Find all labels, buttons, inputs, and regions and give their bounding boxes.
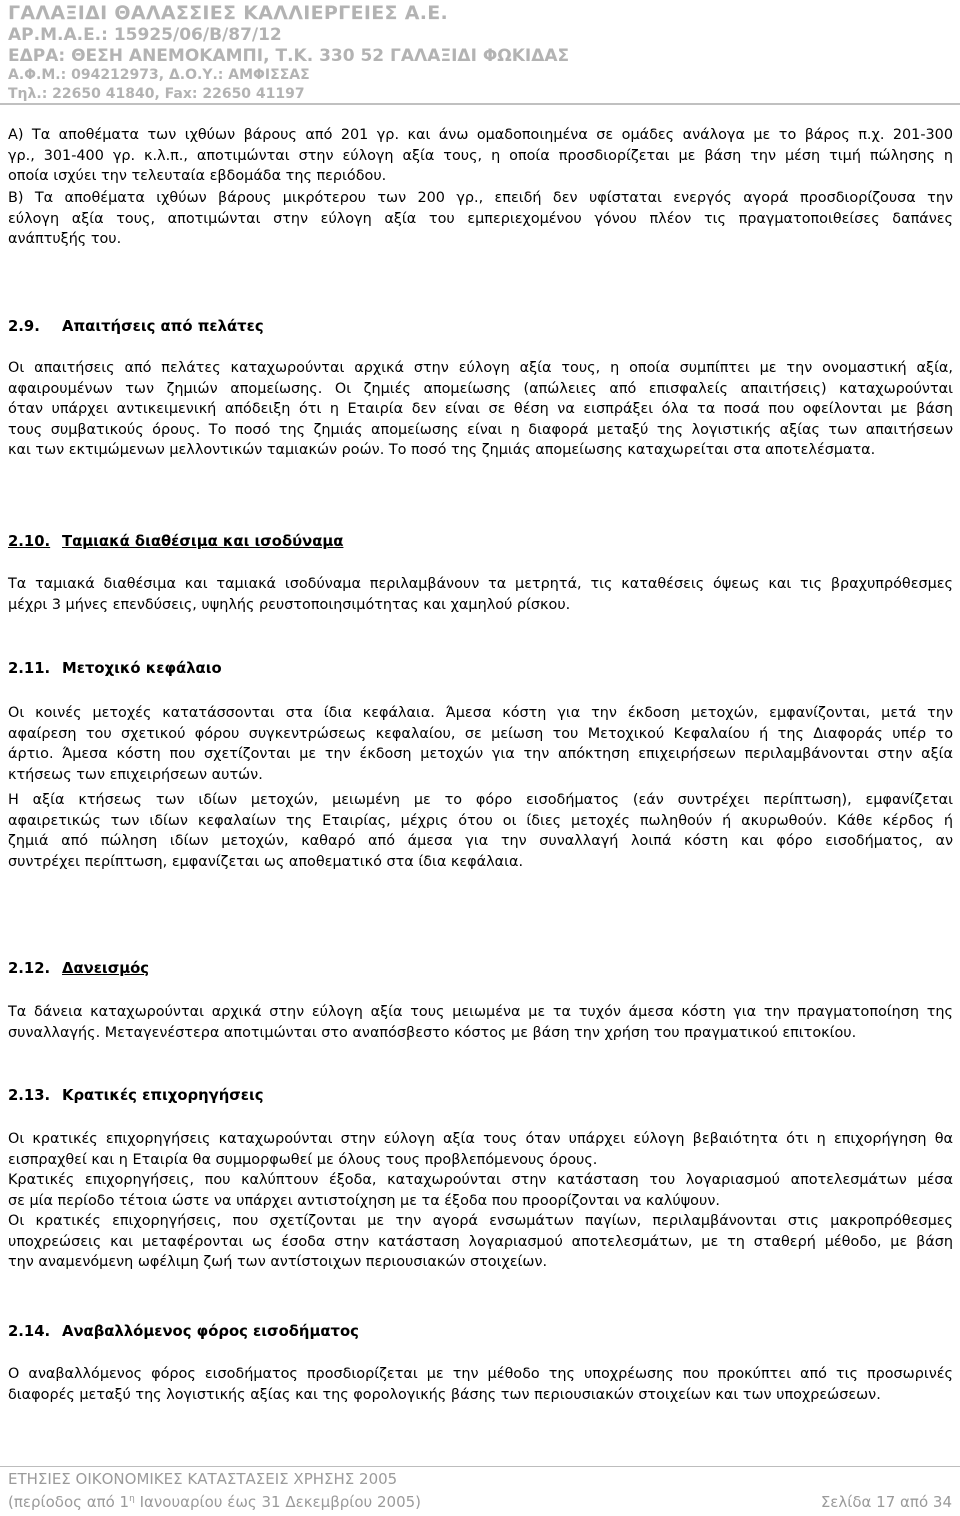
company-name: ΓΑΛΑΞΙΔΙ ΘΑΛΑΣΣΙΕΣ ΚΑΛΛΙΕΡΓΕΙΕΣ Α.Ε. <box>8 2 449 24</box>
text-line: αφαιρουμένων των ζημιών απομείωσης. Οι ζημιές απομείωσης (απώλειες από επισφαλείς απαιτήσεις) καταχωρούνται <box>8 380 953 397</box>
section-heading-2-11 <box>8 660 222 677</box>
section-number: 2.14. <box>8 1323 51 1340</box>
section-title: Ταμιακά διαθέσιμα και ισοδύναμα <box>62 533 344 550</box>
section-heading-2-10 <box>8 533 343 550</box>
footer-title: ΕΤΗΣΙΕΣ ΟΙΚΟΝΟΜΙΚΕΣ ΚΑΤΑΣΤΑΣΕΙΣ ΧΡΗΣΗΣ 2005 <box>8 1470 398 1488</box>
share-capital-paragraph-1 <box>8 703 953 785</box>
section-title: Απαιτήσεις από πελάτες <box>62 318 264 335</box>
section-number: 2.11. <box>8 660 51 677</box>
inventory-b-paragraph <box>8 188 953 250</box>
period-start-text: (περίοδος από 1 <box>8 1493 130 1511</box>
text-line: και των εκτιμώμενων μελλοντικών ταμιακών ροών. Το ποσό της ζημιάς απομείωσης καταχωρείται στα αποτελέσματα. <box>8 442 876 458</box>
section-number: 2.10. <box>8 533 51 550</box>
section-title: Κρατικές επιχορηγήσεις <box>62 1087 264 1104</box>
letterhead <box>0 0 960 103</box>
section-number: 2.9. <box>8 318 40 335</box>
text-line: Οι απαιτήσεις από πελάτες καταχωρούνται αρχικά στην εύλογη αξία τους, η οποία συμπίπτει με την ονομαστική αξία, <box>8 360 953 376</box>
section-number: 2.13. <box>8 1087 51 1104</box>
text-line: κτήσεως των επιχειρήσεων αυτών. <box>8 766 263 783</box>
section-heading-2-13 <box>8 1087 264 1104</box>
text-line: σε μία περίοδο τέτοια ώστε να υπάρχει αντιστοίχηση με τα έξοδα που προορίζονται να καλύψουν. <box>8 1192 720 1209</box>
text-line: αφαιρετικώς των ιδίων κεφαλαίων της Εταιρίας, μέχρις ότου οι ίδιες μετοχές πωληθούν ή ακυρωθούν. Κάθε κέρδος ή <box>8 812 953 829</box>
company-registry: ΑΡ.Μ.Α.Ε.: 15925/06/Β/87/12 <box>8 25 282 45</box>
section-heading-2-9 <box>8 318 264 335</box>
text-line: ζημιά από πώληση ιδίων μετοχών, καθαρό από άμεσα για την συναλλαγή λοιπά κόστη και φόρο εισοδήματος, αν <box>8 833 953 849</box>
text-line: όταν υπάρχει αντικειμενική απόδειξη ότι η Εταιρία δεν είναι σε θέση να εισπράξει όλα τα ποσά που οφείλονται με βάση <box>8 401 953 417</box>
deferred-tax-paragraph <box>8 1364 953 1405</box>
text-line: άρτιο. Άμεσα κόστη που σχετίζονται με την έκδοση μετοχών για την απόκτηση επιχειρήσεων περιλαμβάνονται στην αξία <box>8 746 953 762</box>
text-line: διαφορές μεταξύ της λογιστικής αξίας και της φορολογικής βάσης των περιουσιακών στοιχείων και των υποχρεώσεων. <box>8 1386 881 1403</box>
text-line: Οι κρατικές επιχορηγήσεις καταχωρούνται στην εύλογη αξία τους όταν υπάρχει εύλογη βεβαιότητα ότι η επιχορήγηση θα <box>8 1131 953 1147</box>
period-superscript: η <box>129 1494 135 1504</box>
grants-paragraph <box>8 1129 953 1273</box>
text-line: εισπραχθεί και η Εταιρία θα συμμορφωθεί με όλους τους προβλεπόμενους όρους. <box>8 1151 598 1168</box>
text-line: γρ., 301-400 γρ. κ.λ.π., αποτιμώνται στην εύλογη αξία τους, η οποία προσδιορίζεται με βάση την μέση τιμή πώλησης η <box>8 147 953 164</box>
text-line: Β) Τα αποθέματα ιχθύων βάρους μικρότερου των 200 γρ., επειδή δεν υφίσταται ενεργός αγορά προσδιορίζουσα την <box>8 190 953 206</box>
text-line: αφαίρεση του σχετικού φόρου συγκεντρώσεως κεφαλαίου, σε μείωση του Μετοχικού Κεφαλαίου ή της Διαφοράς υπέρ το <box>8 725 953 742</box>
section-title: Αναβαλλόμενος φόρος εισοδήματος <box>62 1323 359 1340</box>
text-line: Α) Τα αποθέματα των ιχθύων βάρους από 201 γρ. και άνω ομαδοποιημένα σε ομάδες ανάλογα με το βάρος π.χ. 201-300 <box>8 127 953 143</box>
company-phone: Τηλ.: 22650 41840, Fax: 22650 41197 <box>8 86 305 102</box>
footer-divider <box>0 1466 960 1467</box>
borrowing-paragraph <box>8 1002 953 1043</box>
text-line: μέχρι 3 μήνες επενδύσεις, υψηλής ρευστοποιησιμότητας και χαμηλού ρίσκου. <box>8 596 571 613</box>
text-line: Τα ταμιακά διαθέσιμα και ταμιακά ισοδύναμα περιλαμβάνουν τα μετρητά, τις καταθέσεις όψεως και τις βραχυπρόθεσμες <box>8 576 953 592</box>
text-line: Τα δάνεια καταχωρούνται αρχικά στην εύλογη αξία τους μειωμένα με τα τυχόν άμεσα κόστη για την πραγματοποίηση της <box>8 1004 953 1020</box>
text-line: οποία ισχύει την τελευταία εβδομάδα της περιόδου. <box>8 168 387 184</box>
text-line: Κρατικές επιχορηγήσεις, που καλύπτουν έξοδα, καταχωρούνται στην κατάσταση του λογαριασμού αποτελεσμάτων μέσα <box>8 1172 953 1188</box>
section-title: Δανεισμός <box>62 960 150 977</box>
text-line: Οι κρατικές επιχορηγήσεις, που σχετίζονται με την αγορά ενσωμάτων παγίων, περιλαμβάνονται στις μακροπρόθεσμες <box>8 1213 953 1229</box>
cash-equivalents-paragraph <box>8 574 953 615</box>
period-end-text: Ιανουαρίου έως 31 Δεκεμβρίου 2005) <box>134 1493 422 1511</box>
inventory-a-paragraph <box>8 125 953 187</box>
text-line: Η αξία κτήσεως των ιδίων μετοχών, μειωμένη με το φόρο εισοδήματος (εάν συντρέχει περίπτωση), εμφανίζεται <box>8 792 953 808</box>
text-line: Οι κοινές μετοχές κατατάσσονται στα ίδια κεφάλαια. Άμεσα κόστη για την έκδοση μετοχών, εμφανίζονται, μετά την <box>8 705 953 721</box>
text-line: συναλλαγής. Μεταγενέστερα αποτιμώνται στο αναπόσβεστο κόστος με βάση την χρήση του πραγματικού επιτοκίου. <box>8 1024 857 1041</box>
text-line: τους συμβατικούς όρους. Το ποσό της ζημιάς απομείωσης είναι η διαφορά μεταξύ της λογιστικής αξίας των απαιτήσεων <box>8 421 953 438</box>
section-heading-2-14 <box>8 1323 359 1340</box>
text-line: εύλογη αξία τους, αποτιμώνται στην εύλογη αξία του εμπεριεχομένου γόνου πλέον τις πραγματοποιθείσες δαπάνες <box>8 210 953 227</box>
text-line: υποχρεώσεις και μεταφέρονται ως έσοδα στην κατάσταση λογαριασμού αποτελεσμάτων, με τη σταθερή μέθοδο, με βάση <box>8 1233 953 1250</box>
receivables-paragraph <box>8 358 953 461</box>
section-title: Μετοχικό κεφάλαιο <box>62 660 222 677</box>
header-divider <box>0 103 960 105</box>
text-line: την αναμενόμενη ωφέλιμη ζωή των αντίστοιχων περιουσιακών στοιχείων. <box>8 1254 548 1270</box>
text-line: Ο αναβαλλόμενος φόρος εισοδήματος προσδιορίζεται με την μέθοδο της υποχρέωσης που προκύπτει από τις προσωρινές <box>8 1366 953 1382</box>
company-address: ΕΔΡΑ: ΘΕΣΗ ΑΝΕΜΟΚΑΜΠΙ, Τ.Κ. 330 52 ΓΑΛΑΞΙΔΙ ΦΩΚΙΔΑΣ <box>8 46 570 66</box>
section-heading-2-12 <box>8 960 149 977</box>
share-capital-paragraph-2 <box>8 790 953 872</box>
footer-period <box>8 1493 421 1511</box>
company-tax: Α.Φ.Μ.: 094212973, Δ.Ο.Υ.: ΑΜΦΙΣΣΑΣ <box>8 67 310 83</box>
text-line: συντρέχει περίπτωση, εμφανίζεται ως αποθεματικό στα ίδια κεφάλαια. <box>8 853 524 870</box>
text-line: ανάπτυξής του. <box>8 231 122 247</box>
page-number: Σελίδα 17 από 34 <box>820 1493 952 1511</box>
section-number: 2.12. <box>8 960 51 977</box>
